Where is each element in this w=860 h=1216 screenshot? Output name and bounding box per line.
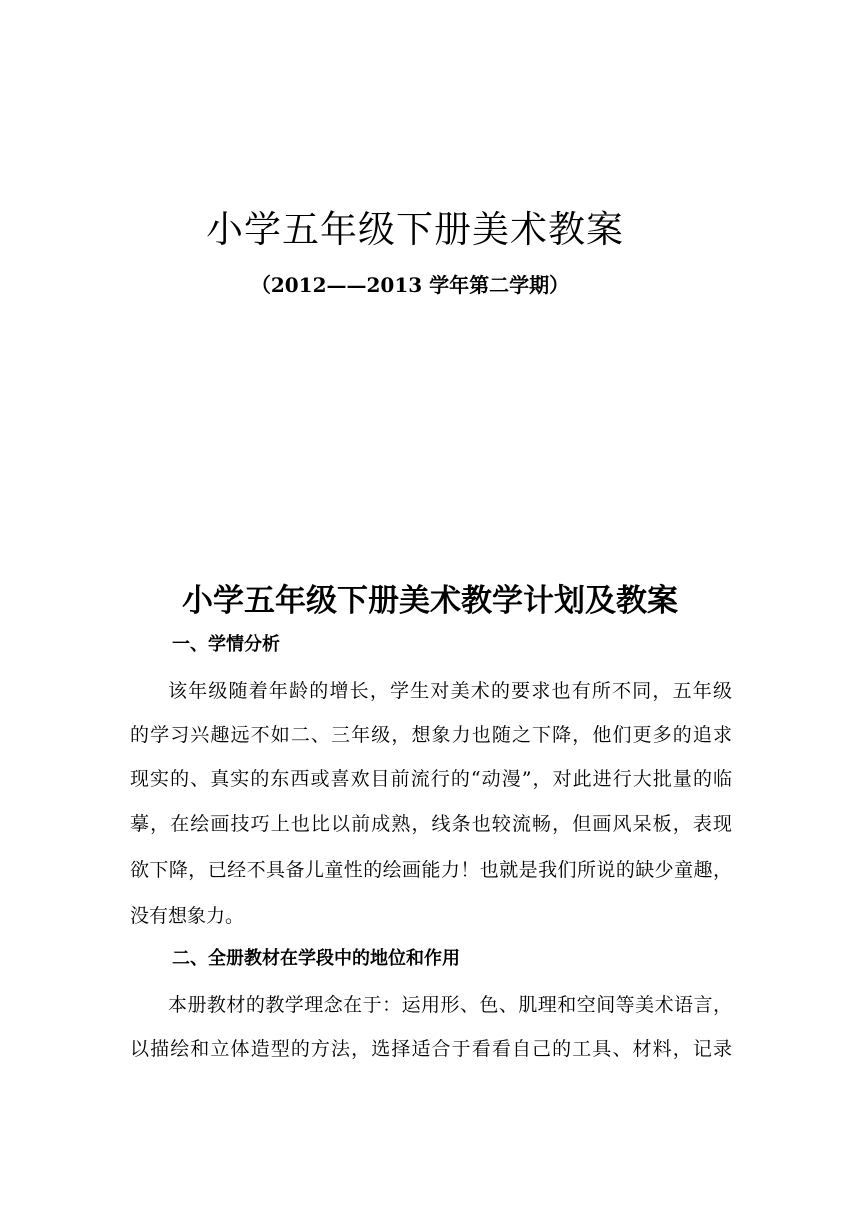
paragraph-line: 没有想象力。 xyxy=(130,905,245,927)
paragraph-line: 的学习兴趣远不如二、三年级，想象力也随之下降，他们更多的追求 xyxy=(130,724,732,746)
plan-title: 小学五年级下册美术教学计划及教案 xyxy=(182,583,678,619)
paragraph-line: 本册教材的教学理念在于：运用形、色、肌理和空间等美术语言， xyxy=(168,994,732,1016)
cover-subtitle: （2012——2013 学年第二学期） xyxy=(250,273,570,297)
paragraph-line: 以描绘和立体造型的方法，选择适合于看看自己的工具、材料，记录 xyxy=(130,1038,732,1060)
paragraph-line: 摹，在绘画技巧上也比以前成熟，线条也较流畅，但画风呆板，表现 xyxy=(130,813,732,835)
section-heading-textbook-role: 二、全册教材在学段中的地位和作用 xyxy=(172,948,460,969)
paragraph-line: 该年级随着年龄的增长，学生对美术的要求也有所不同，五年级 xyxy=(168,680,732,702)
paragraph-line: 现实的、真实的东西或喜欢目前流行的“动漫”，对此进行大批量的临 xyxy=(130,768,732,790)
section-heading-learning-analysis: 一、学情分析 xyxy=(172,634,280,655)
cover-title: 小学五年级下册美术教案 xyxy=(206,208,624,251)
paragraph-line: 欲下降，已经不具备儿童性的绘画能力！也就是我们所说的缺少童趣， xyxy=(130,859,732,881)
